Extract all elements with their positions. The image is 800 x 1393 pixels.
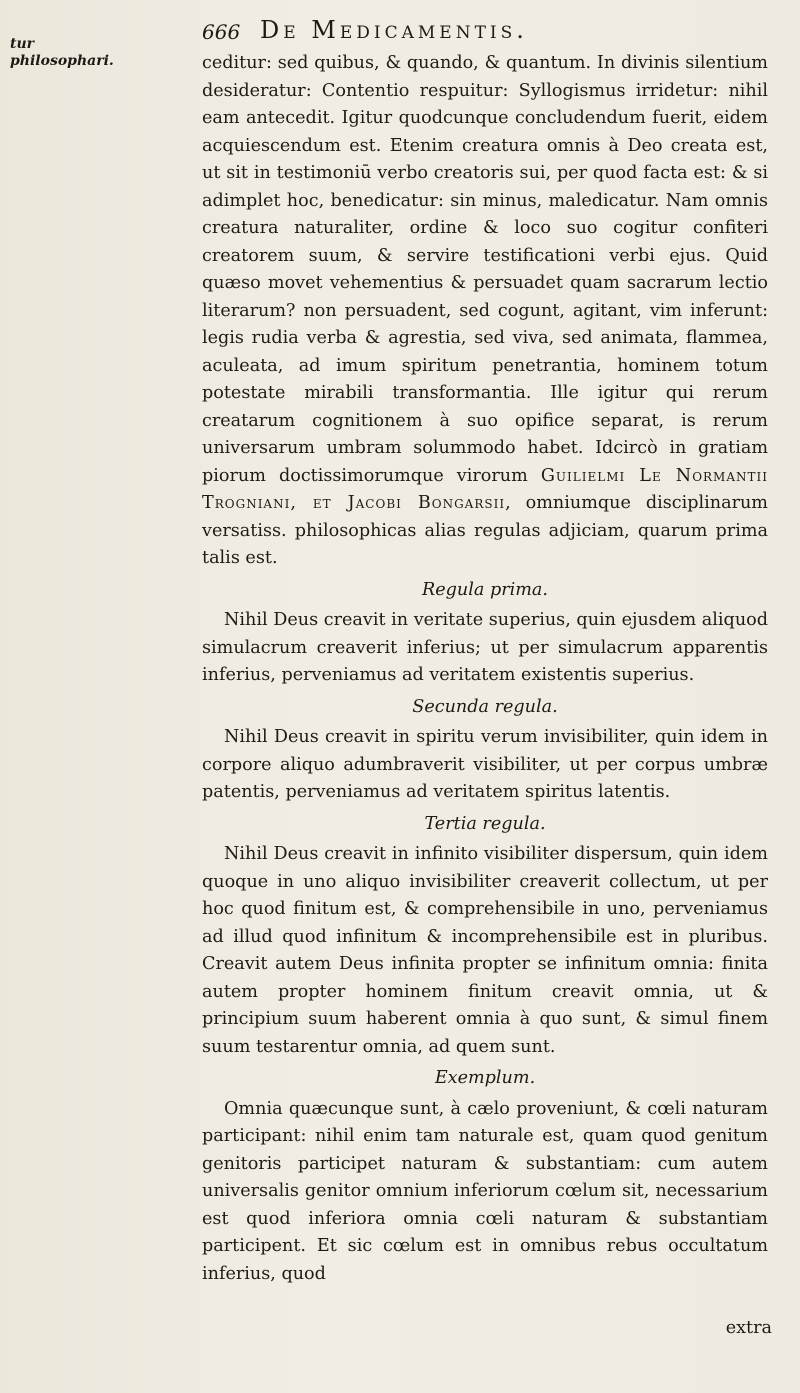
body-text (202, 50, 768, 1288)
rule-heading-2: Secunda regula. (412, 696, 558, 717)
paragraph-intro-text: ceditur: sed quibus, & quando, & quantum. In divinis silentium desideratur: Contentio respuitur: Syllogismus irridetur: nihil eam antecedit. Igitur quodcunque concludendum fuerit, eidem acquiescendum est. Etenim creatura omnis à Deo creata est, ut sit in testimoniū verbo creatoris sui, per quod facta est: & si adimplet hoc, benedicatur: sin minus, maledicatur. Nam omnis creatura naturaliter, ordine & loco suo cogitur confiteri creatorem suum, & servire testificationi verbi ejus. Quid quæso movet vehementius & persuadet quam sacrarum lectio literarum? non persuadent, sed cogunt, agitant, vim inferunt: legis rudia verba & agrestia, sed viva, sed animata, flammea, aculeata, ad imum spiritum penetrantia, hominem totum potestate mirabili transformantia. Ille igitur qui rerum creatarum cognitionem à suo opifice separat, is rerum universarum umbram solummodo habet. Idcircò in gratiam piorum doctissimorumque virorum (202, 53, 768, 486)
paragraph-intro-end: , omniumque disciplinarum versatiss. philosophicas alias regulas adjiciam, quarum prima talis est. (202, 493, 768, 568)
rule-text-1: Nihil Deus creavit in veritate superius, quin ejusdem aliquod simulacrum creaverit inferius; ut per simulacrum apparentis inferius, perveniamus ad veritatem existentis superius. (202, 610, 768, 685)
margin-note: tur philosophari. (10, 36, 114, 69)
page-header (202, 16, 762, 48)
paragraph-intro (202, 50, 768, 573)
running-head: De Medicamentis. (260, 16, 528, 44)
catchword: extra (725, 1318, 772, 1338)
rule-text-3: Nihil Deus creavit in infinito visibiliter dispersum, quin idem quoque in uno aliquo invisibiliter creaverit collectum, ut per hoc quod finitum est, & comprehensibile in uno, perveniamus ad illud quod infinitum & incomprehensibile est in pluribus. Creavit autem Deus infinita propter se infinitum omnia: finita autem propter hominem finitum creavit omnia, ut & principium suum haberent omnia à quo sunt, & simul finem suum testarentur omnia, ad quem sunt. (202, 844, 768, 1057)
author-names: Guilielmi Le Normantii Trogniani, et Jacobi Bongarsii (202, 465, 768, 513)
rule-heading-1: Regula prima. (421, 579, 549, 600)
example-heading: Exemplum. (434, 1068, 536, 1088)
rule-heading-3: Tertia regula. (424, 813, 546, 834)
rule-text-2: Nihil Deus creavit in spiritu verum invisibiliter, quin idem in corpore aliquo adumbraverit visibiliter, ut per corpus umbræ patentis, perveniamus ad veritatem spiritus latentis. (202, 727, 768, 802)
example-text: Omnia quæcunque sunt, à cælo proveniunt, & cœli naturam participant: nihil enim tam naturale est, quam quod genitum genitoris participet naturam & substantiam: cum autem universalis genitor omnium inferiorum cœlum sit, necessarium est quod inferiora omnia cœli naturam & substantiam participent. Et sic cœlum est in omnibus rebus occultatum inferius, quod (202, 1098, 768, 1284)
page-number: 666 (202, 20, 241, 44)
